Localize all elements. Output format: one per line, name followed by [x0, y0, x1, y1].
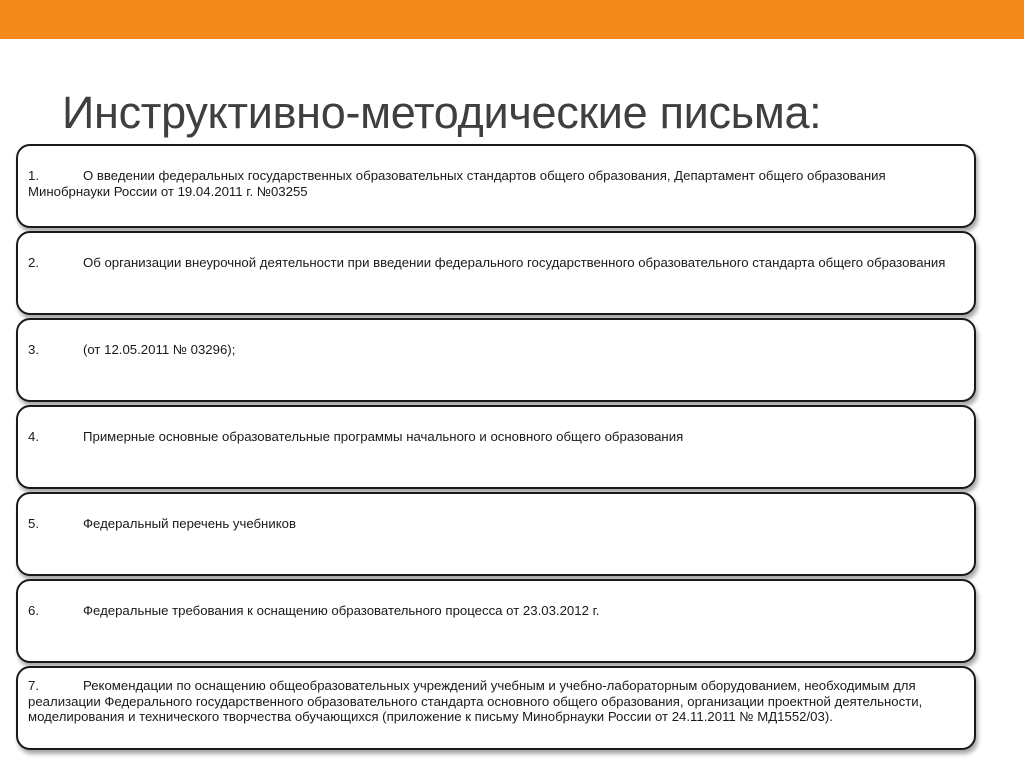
letters-list — [16, 144, 976, 753]
list-item — [16, 231, 976, 315]
item-number: 6. — [28, 603, 39, 618]
item-text: Об организации внеурочной деятельности при введении федерального государственного образовательного стандарта общего образования — [83, 255, 946, 270]
item-text: Примерные основные образовательные программы начального и основного общего образования — [83, 429, 684, 444]
item-text: (от 12.05.2011 № 03296); — [83, 342, 236, 357]
list-item — [16, 579, 976, 663]
item-number: 4. — [28, 429, 39, 444]
slide-title: Инструктивно-методические письма: — [62, 87, 822, 138]
item-number: 5. — [28, 516, 39, 531]
list-item — [16, 144, 976, 228]
item-text: Рекомендации по оснащению общеобразовательных учреждений учебным и учебно-лабораторным оборудованием, необходимым для реализации Федерального государственного образовательного стандарта основного общего образования, организации проектной деятельности, моделирования и технического творчества обучающихся (приложение к письму Минобрнауки России от 24.11.2011 № МД1552/03). — [28, 678, 923, 724]
item-number: 7. — [28, 678, 39, 693]
item-number: 1. — [28, 168, 39, 183]
top-accent-bar — [0, 0, 1024, 39]
item-number: 3. — [28, 342, 39, 357]
item-text: Федеральный перечень учебников — [83, 516, 296, 531]
list-item — [16, 405, 976, 489]
item-text: Федеральные требования к оснащению образовательного процесса от 23.03.2012 г. — [83, 603, 600, 618]
list-item — [16, 318, 976, 402]
list-item — [16, 666, 976, 750]
list-item — [16, 492, 976, 576]
item-number: 2. — [28, 255, 39, 270]
item-text: О введении федеральных государственных образовательных стандартов общего образования, Департамент общего образования Минобрнауки России от 19.04.2011 г. №03255 — [28, 168, 886, 199]
